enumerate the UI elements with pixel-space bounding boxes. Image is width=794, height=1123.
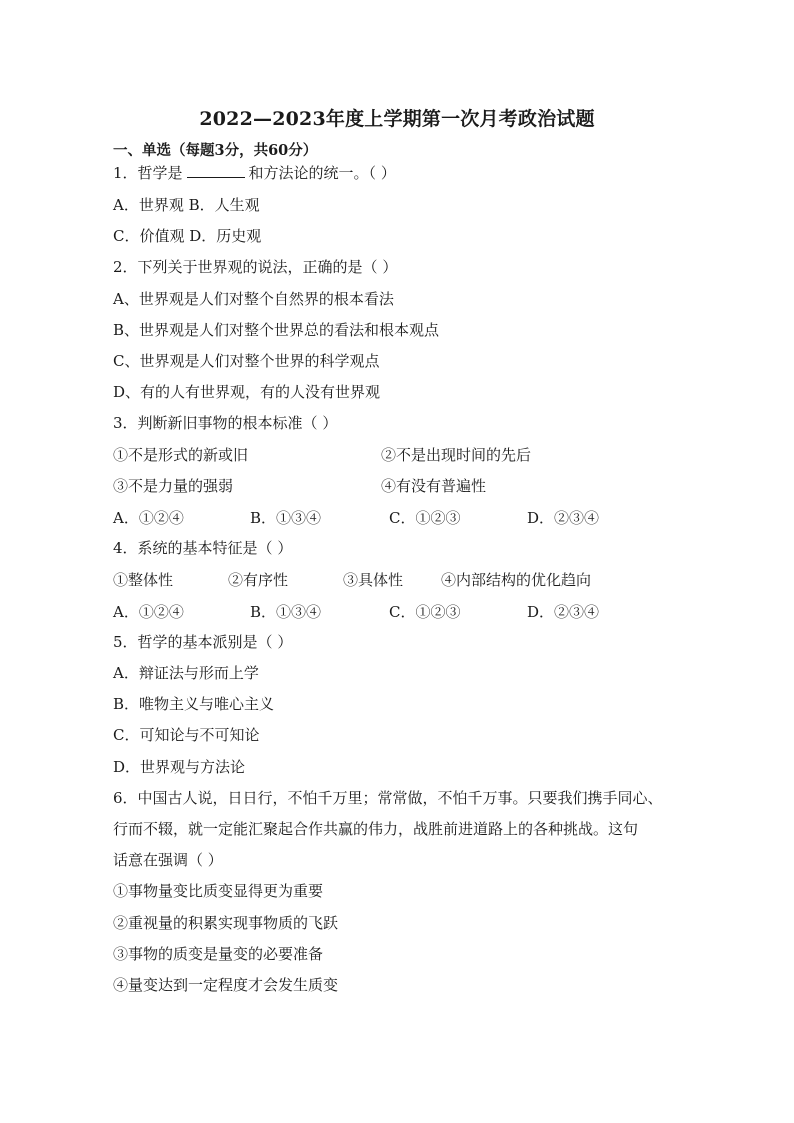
question-4-choice-d: D．②③④: [527, 603, 600, 621]
question-6-item-1: ①事物量变比质变显得更为重要: [113, 882, 324, 900]
question-1-stem: [113, 163, 396, 183]
question-5-option-a: A．辩证法与形而上学: [113, 664, 259, 682]
question-1-options-cd: C．价值观 D．历史观: [113, 227, 262, 245]
question-3-choice-d: D．②③④: [527, 509, 600, 527]
question-2-stem: 2．下列关于世界观的说法，正确的是（ ）: [113, 258, 398, 276]
question-1-stem-end: 和方法论的统一。（ ）: [248, 164, 396, 182]
question-5-option-b: B．唯物主义与唯心主义: [113, 695, 275, 713]
question-1-stem-start: 1．哲学是: [113, 164, 183, 182]
question-5-option-d: D．世界观与方法论: [113, 758, 246, 776]
question-4-item-2: ②有序性: [228, 571, 289, 589]
question-4-choice-b: B．①③④: [250, 603, 322, 621]
question-6-item-4: ④量变达到一定程度才会发生质变: [113, 976, 339, 994]
question-4-choice-c: C．①②③: [389, 603, 461, 621]
question-3-choice-a: A．①②④: [113, 509, 184, 527]
question-5-option-c: C．可知论与不可知论: [113, 726, 260, 744]
section-heading: 一、单选（每题3分，共60分）: [113, 142, 318, 159]
question-2-option-d: D、有的人有世界观，有的人没有世界观: [113, 383, 381, 401]
question-4-item-4: ④内部结构的优化趋向: [441, 571, 592, 589]
question-6-stem-line-2: 行而不辍，就一定能汇聚起合作共赢的伟力，战胜前进道路上的各种挑战。这句: [113, 820, 639, 838]
question-3-item-3: ③不是力量的强弱: [113, 477, 234, 495]
question-3-choice-c: C．①②③: [389, 509, 461, 527]
question-4-item-3: ③具体性: [343, 571, 404, 589]
question-3-item-2: ②不是出现时间的先后: [381, 446, 532, 464]
question-4-item-1: ①整体性: [113, 571, 174, 589]
fill-blank: [187, 163, 245, 178]
question-6-stem-line-1: 6．中国古人说，日日行，不怕千万里；常常做，不怕千万事。只要我们携手同心、: [113, 789, 663, 807]
question-2-option-a: A、世界观是人们对整个自然界的根本看法: [113, 290, 394, 308]
question-3-choice-b: B．①③④: [250, 509, 322, 527]
question-2-option-c: C、世界观是人们对整个世界的科学观点: [113, 352, 380, 370]
question-5-stem: 5．哲学的基本派别是（ ）: [113, 633, 293, 651]
question-6-item-3: ③事物的质变是量变的必要准备: [113, 945, 324, 963]
question-3-stem: 3．判断新旧事物的根本标准（ ）: [113, 414, 338, 432]
page-title: 2022—2023年度上学期第一次月考政治试题: [199, 108, 595, 130]
question-6-item-2: ②重视量的积累实现事物质的飞跃: [113, 914, 339, 932]
question-2-option-b: B、世界观是人们对整个世界总的看法和根本观点: [113, 321, 440, 339]
question-6-stem-line-3: 话意在强调（ ）: [113, 851, 223, 869]
question-4-choice-a: A．①②④: [113, 603, 184, 621]
question-1-options-ab: A．世界观 B．人生观: [113, 196, 260, 214]
question-3-item-1: ①不是形式的新或旧: [113, 446, 249, 464]
question-3-item-4: ④有没有普遍性: [381, 477, 487, 495]
question-4-stem: 4．系统的基本特征是（ ）: [113, 539, 293, 557]
